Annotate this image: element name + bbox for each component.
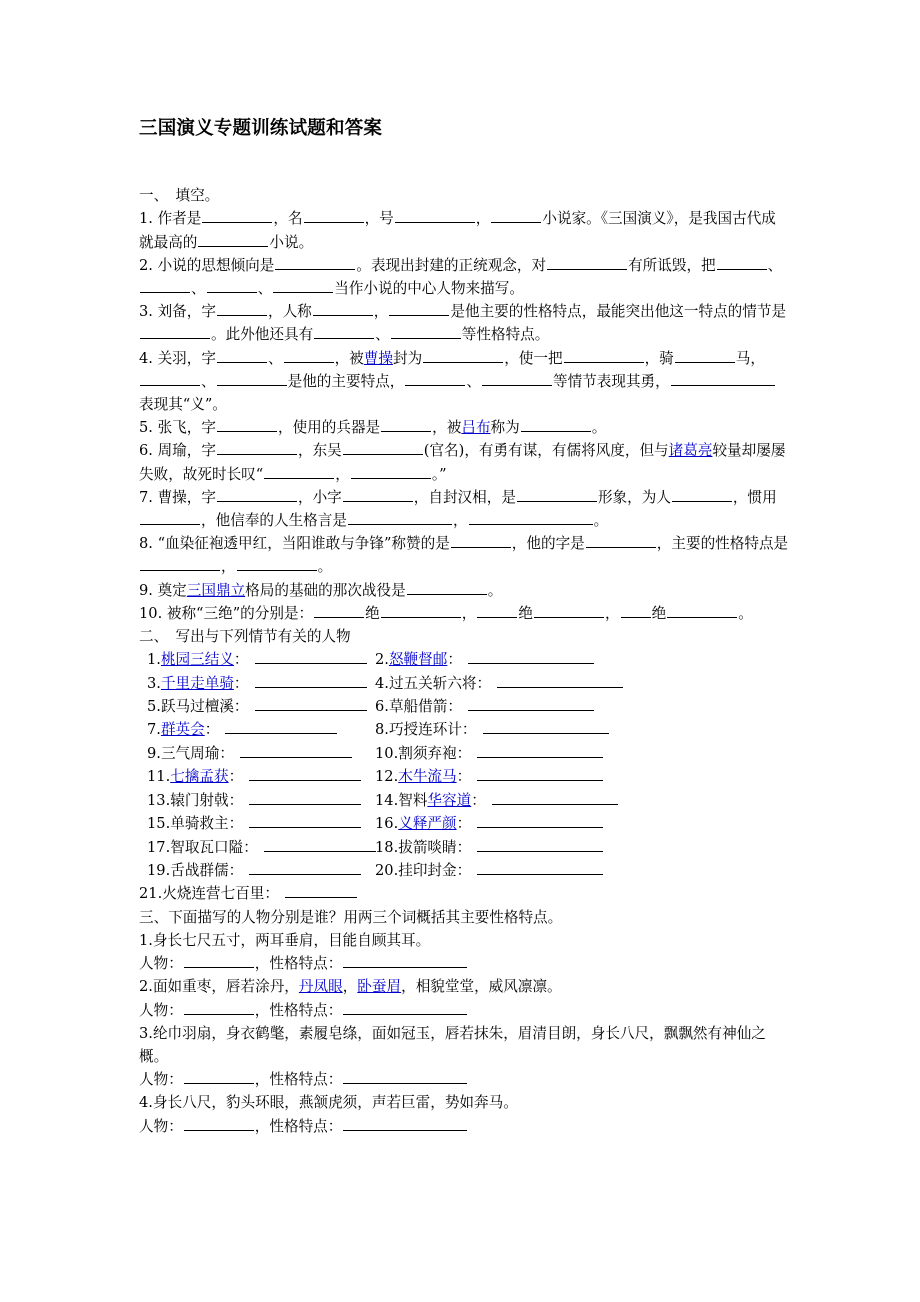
- text-run: 封为: [392, 349, 423, 367]
- text-run: 是他主要的性格特点，最能突出他这一特点的情节是: [450, 303, 787, 321]
- question-number: 1.: [139, 931, 153, 949]
- fill-in-blank[interactable]: [671, 371, 775, 386]
- inline-link[interactable]: 华容道: [427, 791, 472, 809]
- question-number: 4.: [139, 349, 158, 367]
- fill-in-blank[interactable]: [348, 510, 452, 525]
- character-description: [139, 975, 790, 998]
- fill-in-question: [139, 347, 790, 417]
- text-run: 称为: [490, 419, 520, 437]
- section-two-heading: 二、 写出与下列情节有关的人物: [139, 628, 351, 646]
- text-run: 纶巾羽扇，身衣鹤氅，素履皂绦，面如冠玉，唇若抹朱，眉清目朗，身长八尺，飘飘然有神仙之概。: [139, 1024, 766, 1065]
- text-run: ：: [228, 861, 244, 879]
- character-description: [139, 1022, 790, 1068]
- text-run: ：: [456, 861, 472, 879]
- text-run: ：: [233, 651, 249, 669]
- fill-in-blank[interactable]: [405, 371, 465, 386]
- plot-item: [375, 672, 687, 695]
- plot-item: [147, 836, 375, 859]
- plot-item: [375, 789, 687, 812]
- text-run: ：: [456, 744, 472, 762]
- plot-answer-blank[interactable]: [477, 766, 603, 781]
- text-run: 有所诋毁，把: [628, 256, 716, 274]
- fill-in-blank[interactable]: [237, 556, 317, 571]
- text-run: ，小字: [297, 488, 342, 506]
- plot-answer-blank[interactable]: [255, 673, 367, 688]
- text-run: ，: [475, 210, 491, 228]
- text-run: ：: [456, 815, 472, 833]
- plot-item-number: 7.: [147, 721, 161, 739]
- inline-link[interactable]: 丹凤眼: [298, 978, 343, 996]
- fill-in-blank[interactable]: [381, 417, 431, 432]
- text-run: 被称“三绝”的分别是：: [166, 604, 314, 622]
- character-description: [139, 929, 790, 952]
- text-run: ：: [233, 698, 249, 716]
- text-run: 火烧连营七百里: [162, 885, 265, 903]
- plot-item: [147, 812, 375, 835]
- fill-in-blank[interactable]: [469, 510, 593, 525]
- fill-in-question: [139, 486, 790, 532]
- text-run: 割须弃袍: [398, 744, 457, 762]
- fill-in-blank[interactable]: [675, 348, 735, 363]
- plot-answer-blank[interactable]: [249, 766, 361, 781]
- text-run: 小说的思想倾向是: [157, 256, 275, 274]
- text-run: ，: [335, 465, 350, 483]
- text-run: 当作小说的中心人物来描写。: [334, 280, 524, 297]
- text-run: ，: [373, 303, 389, 321]
- plot-item-number: 15.: [147, 815, 171, 833]
- plot-item: [375, 718, 687, 741]
- plot-item: [147, 672, 375, 695]
- section-two-grid: [147, 648, 687, 882]
- fill-in-blank[interactable]: [313, 301, 373, 316]
- text-run: 。: [487, 581, 503, 599]
- fill-in-blank[interactable]: [284, 348, 334, 363]
- text-run: ：: [447, 698, 462, 716]
- inline-link[interactable]: 曹操: [363, 349, 393, 367]
- person-label: 人物：: [139, 1071, 183, 1089]
- fill-in-blank[interactable]: [140, 278, 190, 293]
- text-run: 。: [738, 604, 753, 622]
- fill-in-blank[interactable]: [217, 371, 287, 386]
- plot-item-number: 3.: [147, 674, 161, 692]
- fill-in-blank[interactable]: [343, 440, 423, 455]
- text-run: 小说。: [269, 233, 314, 251]
- character-answer-row: [139, 952, 790, 975]
- text-run: 身长八尺，豹头环眼，燕颔虎须，声若巨雷，势如奔马。: [152, 1094, 518, 1112]
- inline-link[interactable]: 木牛流马: [398, 768, 457, 786]
- text-run: 周瑜，字: [157, 442, 216, 460]
- plot-item: [375, 812, 687, 835]
- text-run: 。: [317, 558, 333, 576]
- text-run: 张飞，字: [157, 419, 216, 437]
- plot-answer-blank[interactable]: [492, 790, 618, 805]
- text-run: ：: [264, 885, 279, 903]
- text-run: 、: [466, 372, 481, 390]
- text-run: 。”: [431, 465, 447, 483]
- plot-item-number: 9.: [147, 744, 161, 762]
- traits-label: ，性格特点：: [254, 955, 343, 973]
- text-run: 21.: [139, 885, 163, 903]
- plot-answer-blank[interactable]: [249, 860, 361, 875]
- text-run: ，: [461, 604, 477, 622]
- text-run: 绝: [518, 604, 533, 622]
- inline-link[interactable]: 千里走单骑: [160, 674, 234, 692]
- plot-item-number: 5.: [147, 698, 161, 716]
- text-run: 单骑救主: [170, 815, 229, 833]
- text-run: ，惯用: [732, 488, 777, 506]
- text-run: 。: [591, 419, 607, 437]
- fill-in-question: [139, 254, 790, 300]
- text-run: ：: [228, 768, 244, 786]
- plot-answer-blank[interactable]: [477, 837, 603, 852]
- plot-item-number: 8.: [375, 721, 389, 739]
- fill-in-blank[interactable]: [217, 487, 297, 502]
- plot-item: [147, 718, 375, 741]
- text-run: ，骑: [644, 349, 674, 367]
- text-run: “血染征袍透甲红，当阳谁敢与争锋”称赞的是: [157, 535, 450, 553]
- fill-in-blank[interactable]: [423, 348, 503, 363]
- fill-in-question: [139, 579, 790, 602]
- text-run: 。表现出封建的正统观念，对: [356, 256, 547, 274]
- text-run: 曹操，字: [157, 488, 216, 506]
- fill-in-question: [139, 300, 790, 346]
- question-number: 3.: [139, 1024, 153, 1042]
- text-run: 形象，为人: [597, 488, 671, 506]
- text-run: ，他信奉的人生格言是: [201, 512, 347, 530]
- text-run: 。此外他还具有: [211, 326, 314, 344]
- text-run: 面如重枣，唇若涂丹，: [152, 978, 299, 996]
- fill-in-blank[interactable]: [389, 301, 449, 316]
- fill-in-blank[interactable]: [564, 348, 644, 363]
- fill-in-blank[interactable]: [534, 603, 604, 618]
- plot-item-number: 18.: [375, 838, 399, 856]
- person-label: 人物：: [139, 1117, 183, 1135]
- text-run: 、: [201, 372, 216, 390]
- fill-in-blank[interactable]: [381, 603, 461, 618]
- plot-answer-blank[interactable]: [240, 743, 352, 758]
- fill-in-blank[interactable]: [395, 208, 475, 223]
- text-run: 、: [767, 256, 783, 274]
- question-number: 1.: [139, 210, 158, 228]
- fill-in-blank[interactable]: [140, 510, 200, 525]
- text-run: 智料: [398, 791, 428, 809]
- plot-answer-blank[interactable]: [497, 673, 623, 688]
- plot-item: [139, 882, 790, 905]
- question-number: 7.: [139, 488, 158, 506]
- fill-in-blank[interactable]: [314, 603, 364, 618]
- text-run: 奠定: [157, 581, 187, 599]
- text-run: ：: [219, 744, 234, 762]
- text-run: 跃马过檀溪: [160, 698, 234, 716]
- inline-link[interactable]: 卧蚕眉: [357, 978, 402, 996]
- question-number: 2.: [139, 978, 153, 996]
- text-run: ，被: [334, 349, 364, 367]
- text-run: 过五关斩六将: [388, 674, 477, 692]
- plot-answer-blank[interactable]: [468, 696, 594, 711]
- fill-in-blank[interactable]: [217, 440, 297, 455]
- text-run: 辕门射戟: [170, 791, 229, 809]
- fill-in-blank[interactable]: [198, 232, 268, 247]
- plot-item-number: 19.: [147, 861, 171, 879]
- text-run: 等情节表现其勇，: [552, 372, 670, 390]
- text-run: 舌战群儒: [170, 861, 229, 879]
- character-description: [139, 1091, 790, 1114]
- traits-label: ，性格特点：: [254, 1001, 343, 1019]
- question-number: 9.: [139, 581, 158, 599]
- fill-in-blank[interactable]: [672, 487, 732, 502]
- fill-in-blank[interactable]: [264, 464, 334, 479]
- fill-in-blank[interactable]: [217, 301, 267, 316]
- text-run: ，号: [364, 210, 394, 228]
- text-run: ，: [342, 978, 358, 996]
- text-run: ，自封汉相，是: [413, 488, 516, 506]
- text-run: 、: [191, 280, 206, 297]
- text-run: 马，: [735, 349, 765, 367]
- text-run: 巧授连环计: [388, 721, 462, 739]
- fill-in-blank[interactable]: [304, 208, 364, 223]
- fill-in-blank[interactable]: [273, 278, 333, 293]
- person-label: 人物：: [139, 1001, 183, 1019]
- fill-in-blank[interactable]: [343, 1000, 467, 1015]
- plot-item-number: 10.: [375, 744, 399, 762]
- inline-link[interactable]: 群英会: [160, 721, 205, 739]
- text-run: 挂印封金: [398, 861, 457, 879]
- text-run: ：: [461, 721, 477, 739]
- text-run: 等性格特点。: [461, 326, 550, 344]
- plot-answer-blank[interactable]: [477, 860, 603, 875]
- fill-in-blank[interactable]: [343, 1116, 467, 1131]
- fill-in-blank[interactable]: [343, 1069, 467, 1084]
- question-number: 6.: [139, 442, 158, 460]
- plot-answer-blank[interactable]: [255, 649, 367, 664]
- section-one-items: [139, 207, 790, 625]
- inline-link[interactable]: 诸葛亮: [668, 442, 713, 460]
- character-answer-row: [139, 1115, 790, 1138]
- fill-in-blank[interactable]: [184, 1000, 254, 1015]
- fill-in-blank[interactable]: [343, 487, 413, 502]
- plot-item: [147, 765, 375, 788]
- fill-in-blank[interactable]: [207, 278, 257, 293]
- character-answer-row: [139, 999, 790, 1022]
- question-number: 8.: [139, 535, 158, 553]
- plot-answer-blank[interactable]: [477, 743, 603, 758]
- fill-in-blank[interactable]: [517, 487, 597, 502]
- fill-in-blank[interactable]: [217, 417, 277, 432]
- text-run: 、: [267, 349, 283, 367]
- question-number: 10.: [139, 604, 167, 622]
- text-run: 格局的基础的那次战役是: [245, 581, 406, 599]
- question-number: 3.: [139, 303, 158, 321]
- text-run: ，使用的兵器是: [277, 419, 381, 437]
- fill-in-blank[interactable]: [482, 371, 552, 386]
- fill-in-blank[interactable]: [140, 324, 210, 339]
- plot-answer-blank[interactable]: [477, 813, 603, 828]
- plot-item-number: 12.: [375, 768, 399, 786]
- section-three-heading: 三、下面描写的人物分别是谁？用两三个词概括其主要性格特点。: [139, 908, 563, 926]
- person-label: 人物：: [139, 955, 183, 973]
- plot-item-number: 16.: [375, 815, 399, 833]
- text-run: ，: [221, 558, 236, 576]
- inline-link[interactable]: 七擒孟获: [170, 768, 229, 786]
- text-run: 表现其“义”。: [139, 396, 227, 414]
- fill-in-blank[interactable]: [140, 371, 200, 386]
- plot-answer-blank[interactable]: [249, 790, 361, 805]
- text-run: ，东吴: [297, 442, 342, 460]
- text-run: ：: [447, 651, 462, 669]
- character-answer-row: [139, 1068, 790, 1091]
- question-number: 2.: [139, 256, 158, 274]
- plot-item: [375, 836, 687, 859]
- fill-in-blank[interactable]: [407, 580, 487, 595]
- inline-link[interactable]: 吕布: [461, 419, 491, 437]
- fill-in-blank[interactable]: [343, 953, 467, 968]
- text-run: ：: [456, 768, 472, 786]
- fill-in-blank[interactable]: [184, 1116, 254, 1131]
- plot-item-number: 20.: [375, 861, 399, 879]
- text-run: ，人称: [267, 303, 312, 321]
- plot-item: [375, 765, 687, 788]
- fill-in-blank[interactable]: [391, 324, 461, 339]
- fill-in-question: [139, 416, 790, 439]
- section-three-items: [139, 929, 790, 1138]
- plot-item-number: 4.: [375, 674, 389, 692]
- text-run: (官名)，有勇有谋，有儒将风度，但与: [423, 442, 669, 460]
- fill-in-blank[interactable]: [621, 603, 651, 618]
- text-run: ，: [604, 604, 620, 622]
- text-run: ，相貌堂堂，威风凛凛。: [401, 978, 562, 996]
- text-run: 绝: [651, 604, 667, 622]
- plot-item-number: 2.: [375, 651, 389, 669]
- text-run: 、: [375, 326, 390, 344]
- plot-item-number: 6.: [375, 698, 389, 716]
- text-run: 。: [593, 512, 609, 530]
- fill-in-blank[interactable]: [202, 208, 272, 223]
- text-run: 拔箭啖睛: [398, 838, 457, 856]
- fill-in-blank[interactable]: [586, 533, 656, 548]
- plot-item: [375, 648, 687, 671]
- text-run: ：: [243, 838, 258, 856]
- plot-answer-blank[interactable]: [468, 649, 594, 664]
- inline-link[interactable]: 义释严颜: [398, 815, 457, 833]
- fill-in-blank[interactable]: [451, 533, 511, 548]
- traits-label: ，性格特点：: [254, 1071, 343, 1089]
- plot-item: [147, 742, 375, 765]
- text-run: ，被: [432, 419, 462, 437]
- question-number: 4.: [139, 1094, 153, 1112]
- fill-in-question: [139, 532, 790, 578]
- text-run: ：: [456, 838, 472, 856]
- text-run: 、: [257, 280, 273, 297]
- section-one-heading: 一、 填空。: [139, 187, 220, 205]
- text-run: ：: [476, 674, 492, 692]
- plot-item-number: 13.: [147, 791, 171, 809]
- text-run: 是他的主要特点，: [287, 372, 405, 390]
- text-run: ：: [228, 791, 244, 809]
- fill-in-blank[interactable]: [547, 255, 627, 270]
- page-title: 三国演义专题训练试题和答案: [139, 118, 383, 139]
- plot-item: [147, 789, 375, 812]
- fill-in-blank[interactable]: [477, 603, 517, 618]
- plot-answer-blank[interactable]: [264, 837, 376, 852]
- text-run: ，主要的性格特点是: [656, 535, 789, 553]
- text-run: 作者是: [157, 210, 202, 228]
- fill-in-blank[interactable]: [521, 417, 591, 432]
- fill-in-blank[interactable]: [184, 953, 254, 968]
- text-run: ，他的字是: [511, 535, 585, 553]
- fill-in-blank[interactable]: [351, 464, 431, 479]
- fill-in-blank[interactable]: [184, 1069, 254, 1084]
- inline-link[interactable]: 三国鼎立: [186, 581, 246, 599]
- text-run: 三气周瑜: [160, 744, 220, 762]
- text-run: ，名: [273, 210, 303, 228]
- inline-link[interactable]: 怒鞭督邮: [388, 651, 448, 669]
- text-run: 刘备，字: [157, 303, 216, 321]
- text-run: 草船借箭: [388, 698, 448, 716]
- question-number: 5.: [139, 419, 158, 437]
- plot-item-number: 17.: [147, 838, 171, 856]
- text-run: 较量却屡屡失败，故死时长叹“: [139, 442, 786, 483]
- plot-item-number: 11.: [147, 768, 171, 786]
- fill-in-blank[interactable]: [275, 255, 355, 270]
- plot-answer-blank[interactable]: [483, 719, 609, 734]
- plot-answer-blank[interactable]: [225, 719, 337, 734]
- plot-item: [375, 742, 687, 765]
- plot-item: [147, 695, 375, 718]
- plot-answer-blank[interactable]: [255, 696, 367, 711]
- text-run: ，: [452, 512, 468, 530]
- fill-in-question: [139, 439, 790, 485]
- plot-item-number: 1.: [147, 651, 161, 669]
- traits-label: ，性格特点：: [254, 1117, 343, 1135]
- text-run: ：: [204, 721, 220, 739]
- plot-answer-blank[interactable]: [285, 883, 357, 898]
- inline-link[interactable]: 桃园三结义: [160, 651, 234, 669]
- fill-in-blank[interactable]: [217, 348, 267, 363]
- fill-in-question: [139, 602, 790, 625]
- text-run: ：: [471, 791, 486, 809]
- plot-item: [147, 648, 375, 671]
- text-run: ：: [228, 815, 244, 833]
- text-run: 绝: [365, 604, 380, 622]
- text-run: 身长七尺五寸，两耳垂肩，目能自顾其耳。: [152, 931, 431, 949]
- text-run: 关羽，字: [157, 349, 216, 367]
- plot-item-number: 14.: [375, 791, 399, 809]
- plot-item: [147, 859, 375, 882]
- fill-in-blank[interactable]: [667, 603, 737, 618]
- text-run: ：: [233, 674, 249, 692]
- plot-answer-blank[interactable]: [249, 813, 361, 828]
- text-run: 小说家。《三国演义》，是我国古代成就最高的: [139, 210, 776, 251]
- fill-in-blank[interactable]: [491, 208, 541, 223]
- plot-item: [375, 859, 687, 882]
- plot-item: [375, 695, 687, 718]
- fill-in-blank[interactable]: [717, 255, 767, 270]
- fill-in-question: [139, 207, 790, 253]
- text-run: 智取瓦口隘: [170, 838, 244, 856]
- text-run: ，使一把: [504, 349, 563, 367]
- fill-in-blank[interactable]: [140, 556, 220, 571]
- fill-in-blank[interactable]: [314, 324, 374, 339]
